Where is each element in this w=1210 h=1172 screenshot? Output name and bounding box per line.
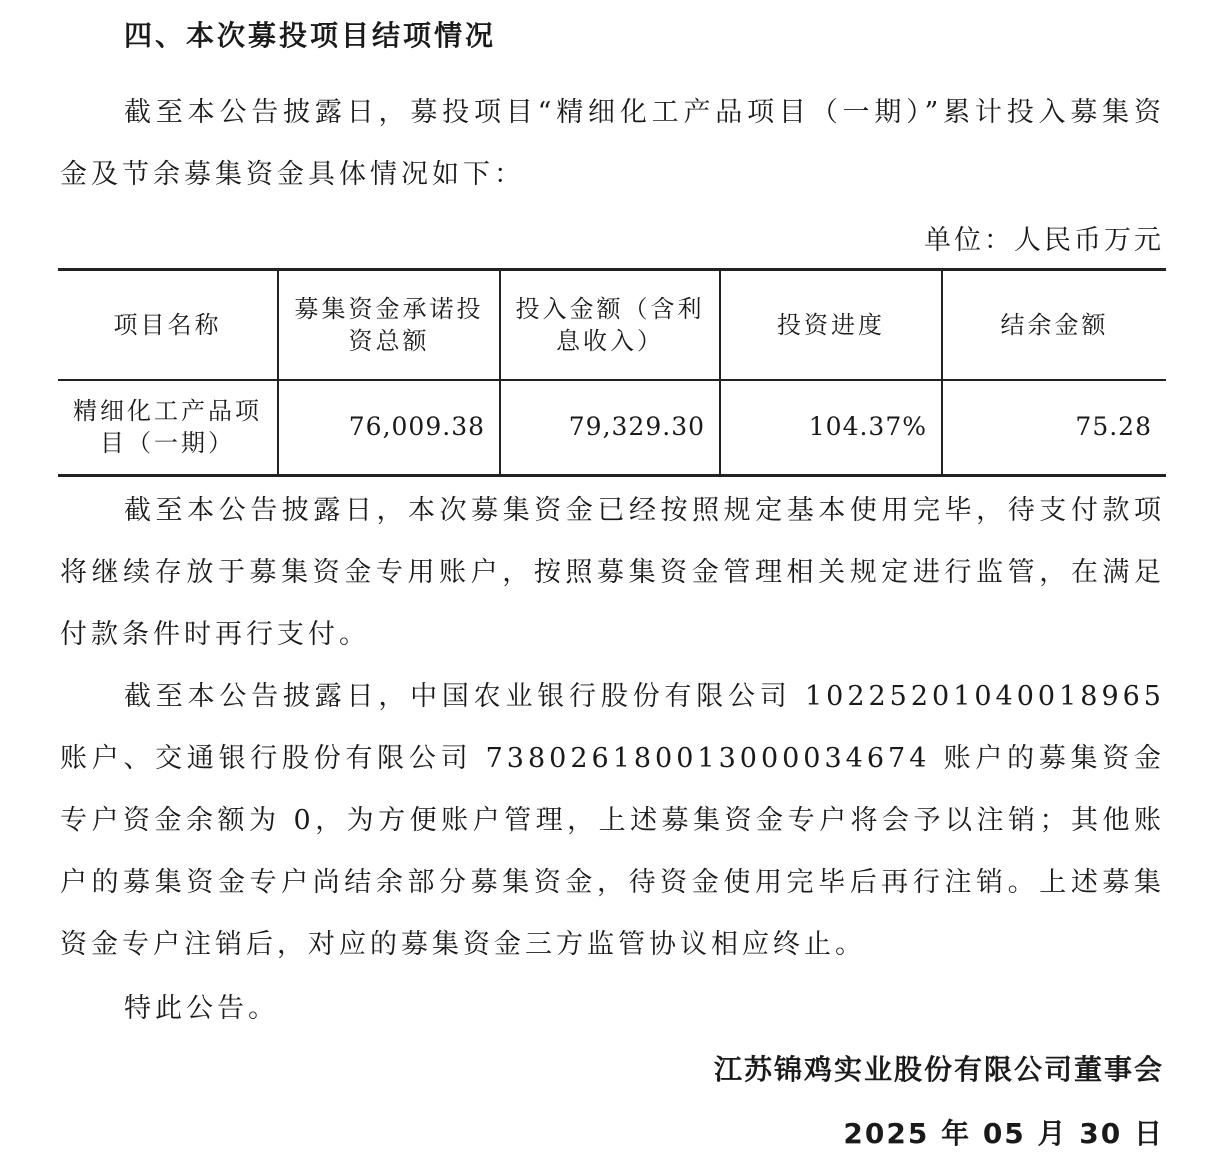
paragraph-closing: 特此公告。: [124, 993, 279, 1024]
fund-usage-table: [58, 268, 1166, 477]
cell-balance-amount: 75.28: [942, 380, 1166, 476]
paragraph-funds-used: 截至本公告披露日，本次募集资金已经按照规定基本使用完毕，待支付款项将继续存放于募集资金专用账户，按照募集资金管理相关规定进行监管，在满足付款条件时再行支付。: [60, 495, 1165, 650]
table-unit-label: 单位：人民币万元: [924, 225, 1164, 256]
cell-investment-progress: 104.37%: [720, 380, 942, 476]
intro-paragraph: 截至本公告披露日，募投项目“精细化工产品项目（一期）”累计投入募集资金及节余募集资金具体情况如下：: [60, 97, 1165, 190]
signature-date: 2025 年 05 月 30 日: [843, 1117, 1164, 1150]
cell-project-name: 精细化工产品项目（一期）: [58, 380, 278, 476]
section-heading: 四、本次募投项目结项情况: [124, 19, 497, 52]
header-investment-progress: 投资进度: [720, 270, 942, 380]
table-row: [58, 380, 1166, 476]
cell-invested-amount: 79,329.30: [500, 380, 720, 476]
header-committed-total: 募集资金承诺投资总额: [278, 270, 500, 380]
paragraph-account-cancellation: 截至本公告披露日，中国农业银行股份有限公司 10225201040018965 账户、交通银行股份有限公司 738026180013000034674 账户的募集资金专户资金余额为 0，为方便账户管理，上述募集资金专户将会予以注销；其他账户的募集资金专户尚结余部分募集资金，待资金使用完毕后再行注销。上述募集资金专户注销后，对应的募集资金三方监管协议相应终止。: [60, 681, 1165, 960]
header-balance-amount: 结余金额: [942, 270, 1166, 380]
cell-committed-total: 76,009.38: [278, 380, 500, 476]
signature-company: 江苏锦鸡实业股份有限公司董事会: [713, 1053, 1164, 1086]
header-project-name: 项目名称: [58, 270, 278, 380]
table-header-row: [58, 270, 1166, 380]
header-invested-amount: 投入金额（含利息收入）: [500, 270, 720, 380]
